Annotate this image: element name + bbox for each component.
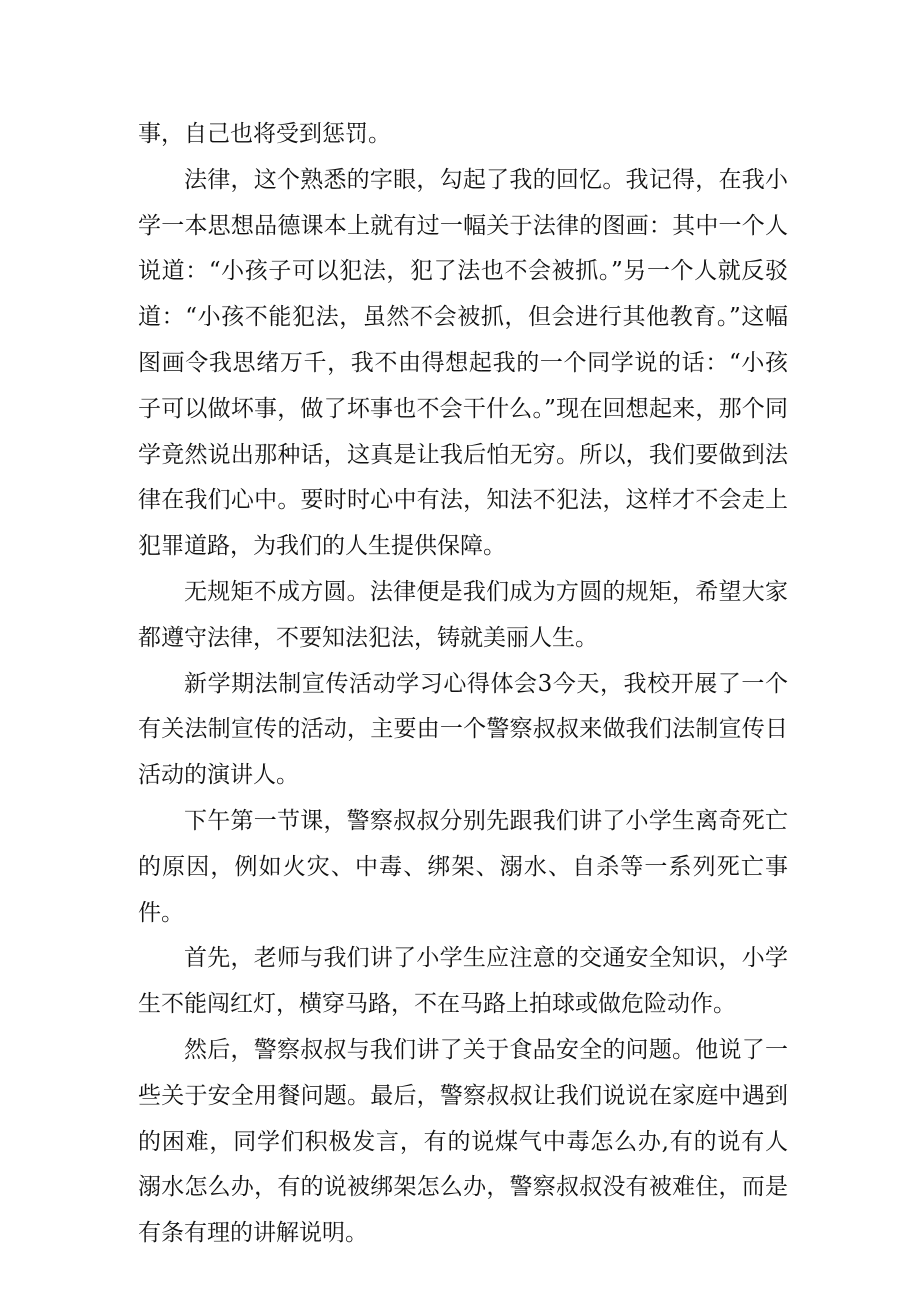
paragraph-essay-3-intro: 新学期法制宣传活动学习心得体会3今天，我校开展了一个有关法制宣传的活动，主要由一个警察叔叔来做我们法制宣传日活动的演讲人。 xyxy=(138,670,788,789)
paragraph-food-safety: 然后，警察叔叔与我们讲了关于食品安全的问题。他说了一些关于安全用餐问题。最后，警察叔叔让我们说说在家庭中遇到的困难，同学们积极发言，有的说煤气中毒怎么办,有的说有人溺水怎么办，有的说被绑架怎么办，警察叔叔没有被难住，而是有条有理的讲解说明。 xyxy=(138,1036,788,1247)
paragraph-law-memory: 法律，这个熟悉的字眼，勾起了我的回忆。我记得，在我小学一本思想品德课本上就有过一幅关于法律的图画：其中一个人说道：“小孩子可以犯法，犯了法也不会被抓。”另一个人就反驳道：“小孩不能犯法，虽然不会被抓，但会进行其他教育。”这幅图画令我思绪万千，我不由得想起我的一个同学说的话：“小孩子可以做坏事，做了坏事也不会干什么。”现在回想起来，那个同学竟然说出那种话，这真是让我后怕无穷。所以，我们要做到法律在我们心中。要时时心中有法，知法不犯法，这样才不会走上犯罪道路，为我们的人生提供保障。 xyxy=(138,166,788,560)
paragraph-first-class: 下午第一节课，警察叔叔分别先跟我们讲了小学生离奇死亡的原因，例如火灾、中毒、绑架、溺水、自杀等一系列死亡事件。 xyxy=(138,807,788,926)
document-page xyxy=(138,112,788,1257)
paragraph-continuation: 事，自己也将受到惩罚。 xyxy=(138,121,391,147)
paragraph-traffic-safety: 首先，老师与我们讲了小学生应注意的交通安全知识，小学生不能闯红灯，横穿马路，不在马路上拍球或做危险动作。 xyxy=(138,945,788,1018)
paragraph-rules: 无规矩不成方圆。法律便是我们成为方圆的规矩，希望大家都遵守法律，不要知法犯法，铸就美丽人生。 xyxy=(138,578,788,651)
